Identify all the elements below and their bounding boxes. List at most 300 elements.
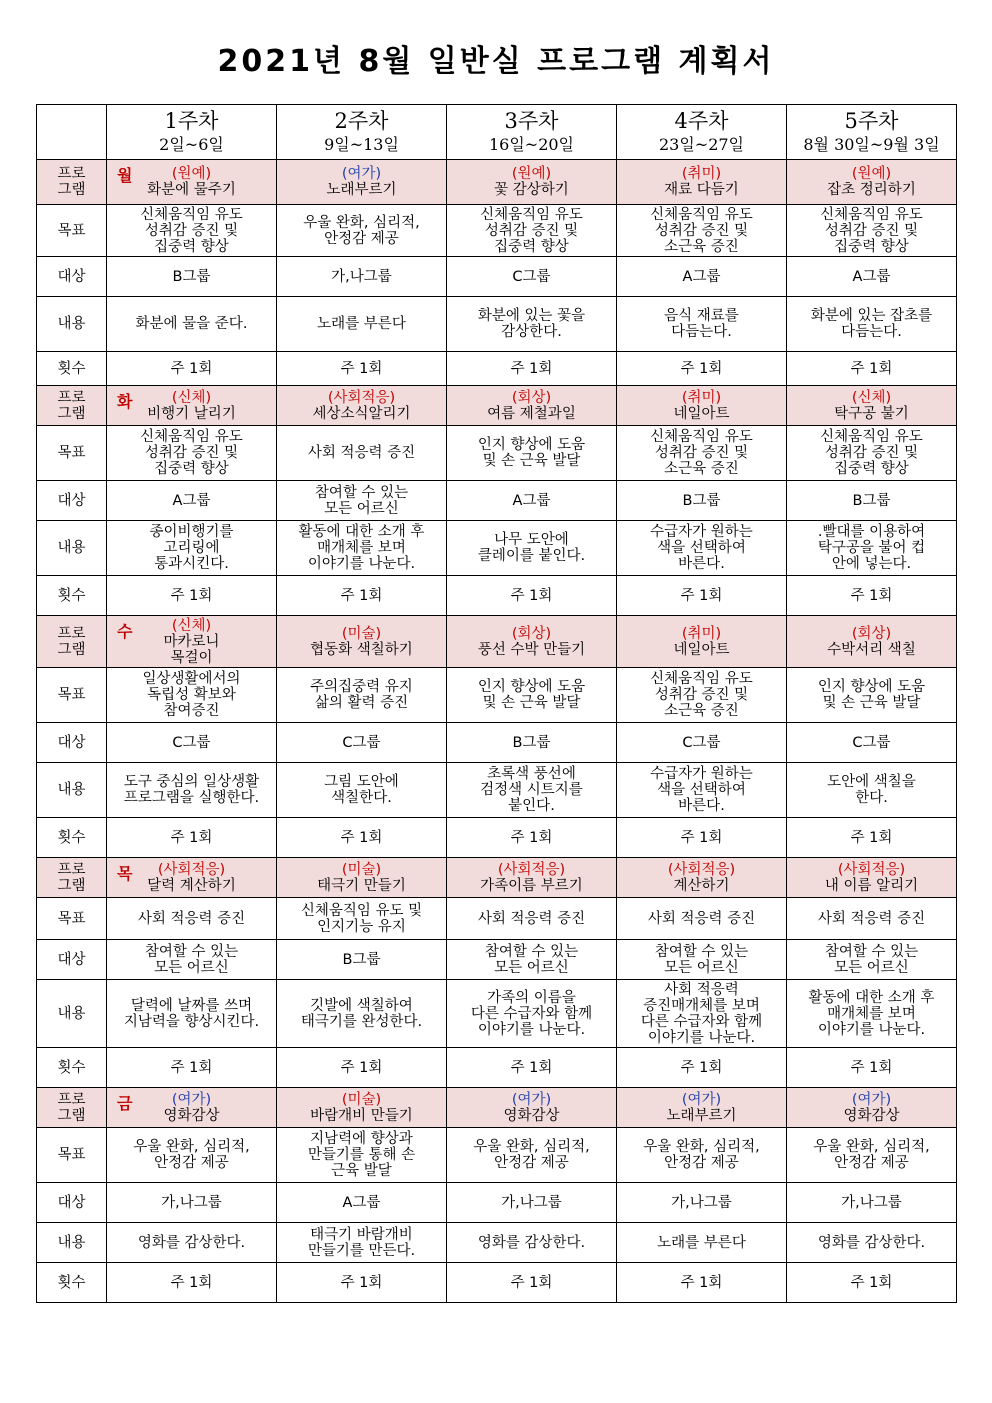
goal-text: 사회 적응력 증진 xyxy=(477,910,586,927)
target-text: B그룹 xyxy=(512,734,551,751)
count-cell xyxy=(107,576,277,616)
target-row xyxy=(37,481,957,521)
week-label: 2주차 xyxy=(334,109,389,133)
count-cell xyxy=(277,1048,447,1088)
weekday-label: 월 xyxy=(117,166,133,185)
goal-cell xyxy=(787,668,957,723)
content-cell xyxy=(107,521,277,576)
count-cell xyxy=(107,352,277,386)
goal-text: 신체움직임 유도 성취감 증진 및 집중력 향상 xyxy=(480,206,583,255)
content-text: 태극기 바람개비 만들기를 만든다. xyxy=(307,1226,416,1259)
program-plan-table xyxy=(36,104,957,1303)
count-text: 주 1회 xyxy=(170,587,213,604)
count-label: 횟수 xyxy=(37,1048,107,1088)
program-cell xyxy=(277,616,447,668)
program-category: (신체) xyxy=(851,389,892,406)
content-text: 음식 재료를 다듬는다. xyxy=(664,308,739,340)
weekday-label: 수 xyxy=(117,622,133,641)
goal-text: 우울 완화, 심리적, 안정감 제공 xyxy=(643,1139,760,1171)
count-text: 주 1회 xyxy=(170,360,213,377)
count-cell xyxy=(447,818,617,858)
program-name: 영화감상 xyxy=(843,1107,900,1124)
content-text: 화분에 물을 준다. xyxy=(135,316,248,332)
count-cell xyxy=(787,352,957,386)
program-label: 프로 그램 xyxy=(37,1088,107,1128)
content-cell xyxy=(107,763,277,818)
target-cell xyxy=(787,257,957,297)
program-category: (원예) xyxy=(851,166,892,182)
program-category: (취미) xyxy=(681,625,722,642)
page-title: 2021년 8월 일반실 프로그램 계획서 xyxy=(217,44,775,79)
content-text: 종이비행기를 고리링에 통과시킨다. xyxy=(149,524,234,572)
content-text: 수급자가 원하는 색을 선택하여 바른다. xyxy=(650,524,753,572)
target-cell xyxy=(107,1183,277,1223)
program-name: 재료 다듬기 xyxy=(664,182,739,198)
target-cell xyxy=(447,481,617,521)
content-cell xyxy=(787,980,957,1048)
goal-cell xyxy=(277,426,447,481)
goal-text: 일상생활에서의 독립성 확보와 참여증진 xyxy=(142,671,241,719)
week-dates: 16일~20일 xyxy=(488,135,575,154)
content-text: 깃발에 색칠하여 태극기를 완성한다. xyxy=(300,997,423,1030)
goal-cell xyxy=(617,205,787,257)
week-header-5 xyxy=(787,105,957,160)
program-name: 바람개비 만들기 xyxy=(310,1107,413,1124)
target-cell xyxy=(107,723,277,763)
program-name: 노래부르기 xyxy=(326,182,397,198)
target-cell xyxy=(107,257,277,297)
goal-row xyxy=(37,668,957,723)
target-label: 대상 xyxy=(37,1183,107,1223)
count-cell xyxy=(787,818,957,858)
week-header-3 xyxy=(447,105,617,160)
goal-cell xyxy=(447,668,617,723)
program-cell xyxy=(277,160,447,205)
program-category: (여가) xyxy=(851,1091,892,1108)
content-label: 내용 xyxy=(37,980,107,1048)
goal-label: 목표 xyxy=(37,668,107,723)
count-label: 횟수 xyxy=(37,576,107,616)
target-cell xyxy=(277,1183,447,1223)
count-text: 주 1회 xyxy=(850,360,893,377)
target-text: C그룹 xyxy=(512,268,551,285)
target-text: B그룹 xyxy=(172,268,211,285)
program-name: 태극기 만들기 xyxy=(317,877,406,894)
program-name: 계산하기 xyxy=(673,877,730,894)
program-name: 가족이름 부르기 xyxy=(480,877,583,894)
goal-label: 목표 xyxy=(37,898,107,940)
program-category: (원예) xyxy=(171,166,212,182)
program-name: 세상소식알리기 xyxy=(312,405,411,422)
program-label: 프로 그램 xyxy=(37,616,107,668)
goal-text: 인지 향상에 도움 및 손 근육 발달 xyxy=(817,679,926,711)
goal-text: 신체움직임 유도 성취감 증진 및 소근육 증진 xyxy=(650,429,753,477)
target-cell xyxy=(787,723,957,763)
target-cell xyxy=(277,257,447,297)
goal-label: 목표 xyxy=(37,426,107,481)
content-text: 노래를 부른다 xyxy=(317,316,406,332)
target-text: A그룹 xyxy=(172,492,211,509)
target-text: A그룹 xyxy=(682,268,721,285)
count-text: 주 1회 xyxy=(510,1059,553,1076)
content-text: 활동에 대한 소개 후 매개체를 보며 이야기를 나눈다. xyxy=(808,989,935,1038)
goal-cell xyxy=(107,426,277,481)
program-category: (여가) xyxy=(511,1091,552,1108)
program-cell xyxy=(787,1088,957,1128)
content-cell xyxy=(277,297,447,352)
content-text: 수급자가 원하는 색을 선택하여 바른다. xyxy=(650,766,753,814)
program-category: (미술) xyxy=(341,1091,382,1108)
content-cell xyxy=(447,1223,617,1263)
content-label: 내용 xyxy=(37,1223,107,1263)
target-text: A그룹 xyxy=(512,492,551,509)
goal-text: 신체움직임 유도 및 인지기능 유지 xyxy=(300,902,423,935)
weekday-label: 화 xyxy=(117,392,133,411)
program-cell xyxy=(447,616,617,668)
goal-text: 주의집중력 유지 삶의 활력 증진 xyxy=(310,679,413,711)
program-category: (여가) xyxy=(681,1091,722,1108)
count-text: 주 1회 xyxy=(850,1274,893,1291)
target-cell xyxy=(447,723,617,763)
content-text: 도구 중심의 일상생활 프로그램을 실행한다. xyxy=(123,774,260,806)
target-text: B그룹 xyxy=(852,492,891,509)
program-name: 비행기 날리기 xyxy=(147,405,236,422)
target-row xyxy=(37,257,957,297)
program-name: 영화감상 xyxy=(503,1107,560,1124)
target-cell xyxy=(787,940,957,980)
content-text: 가족의 이름을 다른 수급자와 함께 이야기를 나눈다. xyxy=(470,989,593,1038)
target-cell xyxy=(277,940,447,980)
count-cell xyxy=(107,818,277,858)
goal-cell xyxy=(107,668,277,723)
goal-text: 사회 적응력 증진 xyxy=(647,910,756,927)
count-cell xyxy=(617,818,787,858)
weekday-label: 금 xyxy=(117,1094,133,1113)
program-category: (미술) xyxy=(341,861,382,878)
program-category: (사회적응) xyxy=(327,389,396,406)
goal-cell xyxy=(107,205,277,257)
program-category: (신체) xyxy=(171,389,212,406)
content-cell xyxy=(617,297,787,352)
count-label: 횟수 xyxy=(37,818,107,858)
count-cell xyxy=(107,1048,277,1088)
program-category: (여가) xyxy=(341,166,382,182)
program-category: (회상) xyxy=(851,625,892,642)
program-label: 프로 그램 xyxy=(37,386,107,426)
program-cell xyxy=(787,160,957,205)
count-text: 주 1회 xyxy=(340,1274,383,1291)
program-name: 달력 계산하기 xyxy=(147,877,236,894)
content-row xyxy=(37,1223,957,1263)
count-cell xyxy=(617,1263,787,1303)
week-dates: 2일~6일 xyxy=(159,135,224,154)
content-label: 내용 xyxy=(37,763,107,818)
target-cell xyxy=(447,940,617,980)
target-cell xyxy=(277,481,447,521)
goal-cell xyxy=(277,1128,447,1183)
count-text: 주 1회 xyxy=(170,1274,213,1291)
target-cell xyxy=(617,1183,787,1223)
program-name: 협동화 색칠하기 xyxy=(310,641,413,658)
week-header-2 xyxy=(277,105,447,160)
program-cell xyxy=(107,386,277,426)
goal-row xyxy=(37,426,957,481)
target-label: 대상 xyxy=(37,940,107,980)
program-name: 노래부르기 xyxy=(666,1107,737,1124)
goal-row xyxy=(37,1128,957,1183)
goal-label: 목표 xyxy=(37,1128,107,1183)
content-text: 영화를 감상한다. xyxy=(137,1234,246,1251)
target-cell xyxy=(787,1183,957,1223)
target-text: 가,나그룹 xyxy=(841,1194,902,1211)
program-name: 수박서리 색칠 xyxy=(827,641,916,658)
goal-text: 신체움직임 유도 성취감 증진 및 집중력 향상 xyxy=(820,206,923,255)
goal-cell xyxy=(277,668,447,723)
goal-text: 신체움직임 유도 성취감 증진 및 소근육 증진 xyxy=(650,671,753,719)
content-cell xyxy=(107,980,277,1048)
week-label: 5주차 xyxy=(844,109,899,133)
content-cell xyxy=(617,521,787,576)
count-label: 횟수 xyxy=(37,352,107,386)
goal-cell xyxy=(617,898,787,940)
program-cell xyxy=(277,1088,447,1128)
goal-cell xyxy=(107,898,277,940)
content-label: 내용 xyxy=(37,297,107,352)
count-text: 주 1회 xyxy=(170,829,213,846)
count-row xyxy=(37,352,957,386)
program-category: (신체) xyxy=(171,617,212,634)
goal-label: 목표 xyxy=(37,205,107,257)
program-category: (회상) xyxy=(511,625,552,642)
goal-text: 신체움직임 유도 성취감 증진 및 소근육 증진 xyxy=(650,206,753,255)
program-name: 꽃 감상하기 xyxy=(494,182,569,198)
count-cell xyxy=(447,352,617,386)
count-cell xyxy=(447,1048,617,1088)
target-text: 참여할 수 있는 모든 어르신 xyxy=(484,943,579,976)
goal-row xyxy=(37,205,957,257)
goal-text: 우울 완화, 심리적, 안정감 제공 xyxy=(473,1139,590,1171)
program-cell xyxy=(277,858,447,898)
count-cell xyxy=(617,1048,787,1088)
program-name: 네일아트 xyxy=(673,405,730,422)
program-row xyxy=(37,386,957,426)
count-cell xyxy=(107,1263,277,1303)
program-cell xyxy=(447,858,617,898)
content-cell xyxy=(107,297,277,352)
goal-text: 사회 적응력 증진 xyxy=(817,910,926,927)
goal-text: 지남력에 향상과 만들기를 통해 손 근육 발달 xyxy=(307,1131,416,1179)
content-cell xyxy=(617,763,787,818)
week-header-1 xyxy=(107,105,277,160)
target-text: C그룹 xyxy=(172,734,211,751)
program-cell xyxy=(787,386,957,426)
program-category: (사회적응) xyxy=(837,861,906,878)
count-cell xyxy=(787,576,957,616)
program-category: (사회적응) xyxy=(497,861,566,878)
target-text: 가,나그룹 xyxy=(501,1194,562,1211)
count-cell xyxy=(787,1048,957,1088)
program-cell xyxy=(617,160,787,205)
content-text: 나무 도안에 클레이를 붙인다. xyxy=(477,532,586,564)
content-cell xyxy=(617,1223,787,1263)
count-cell xyxy=(447,576,617,616)
weekday-label: 목 xyxy=(117,864,133,883)
content-text: 달력에 날짜를 쓰며 지남력을 향상시킨다. xyxy=(123,997,260,1030)
week-label: 1주차 xyxy=(164,109,219,133)
count-cell xyxy=(617,576,787,616)
target-label: 대상 xyxy=(37,723,107,763)
goal-text: 사회 적응력 증진 xyxy=(307,445,416,461)
program-cell xyxy=(617,1088,787,1128)
content-text: 초록색 풍선에 검정색 시트지를 붙인다. xyxy=(480,766,583,814)
count-text: 주 1회 xyxy=(510,360,553,377)
program-category: (사회적응) xyxy=(157,861,226,878)
target-cell xyxy=(107,481,277,521)
count-row xyxy=(37,818,957,858)
program-cell xyxy=(447,386,617,426)
program-name: 네일아트 xyxy=(673,641,730,658)
goal-cell xyxy=(107,1128,277,1183)
program-cell xyxy=(617,386,787,426)
target-label: 대상 xyxy=(37,481,107,521)
program-category: (회상) xyxy=(511,389,552,406)
week-dates: 9일~13일 xyxy=(324,135,399,154)
count-text: 주 1회 xyxy=(340,1059,383,1076)
content-text: 도안에 색칠을 한다. xyxy=(827,774,916,806)
goal-cell xyxy=(617,426,787,481)
program-row xyxy=(37,616,957,668)
goal-text: 신체움직임 유도 성취감 증진 및 집중력 향상 xyxy=(140,429,243,477)
goal-cell xyxy=(787,426,957,481)
target-cell xyxy=(617,257,787,297)
program-name: 잡초 정리하기 xyxy=(827,182,916,198)
count-label: 횟수 xyxy=(37,1263,107,1303)
content-cell xyxy=(277,1223,447,1263)
content-text: 화분에 있는 잡초를 다듬는다. xyxy=(810,308,933,340)
program-cell xyxy=(447,160,617,205)
target-cell xyxy=(617,481,787,521)
program-label: 프로 그램 xyxy=(37,858,107,898)
target-text: 가,나그룹 xyxy=(331,268,392,285)
program-name: 마카로니 목걸이 xyxy=(163,633,220,666)
content-row xyxy=(37,297,957,352)
content-row xyxy=(37,763,957,818)
content-cell xyxy=(787,297,957,352)
count-cell xyxy=(787,1263,957,1303)
count-text: 주 1회 xyxy=(850,587,893,604)
content-text: 노래를 부른다 xyxy=(657,1234,746,1251)
content-cell xyxy=(787,1223,957,1263)
count-cell xyxy=(277,576,447,616)
program-cell xyxy=(107,616,277,668)
count-cell xyxy=(277,352,447,386)
goal-cell xyxy=(787,898,957,940)
program-name: 화분에 물주기 xyxy=(147,182,236,198)
goal-cell xyxy=(277,898,447,940)
count-text: 주 1회 xyxy=(850,1059,893,1076)
goal-text: 우울 완화, 심리적, 안정감 제공 xyxy=(133,1139,250,1171)
target-cell xyxy=(617,723,787,763)
content-cell xyxy=(447,521,617,576)
goal-text: 인지 향상에 도움 및 손 근육 발달 xyxy=(477,679,586,711)
program-cell xyxy=(617,616,787,668)
goal-text: 우울 완화, 심리적, 안정감 제공 xyxy=(813,1139,930,1171)
content-cell xyxy=(617,980,787,1048)
content-cell xyxy=(447,980,617,1048)
program-cell xyxy=(277,386,447,426)
program-category: (사회적응) xyxy=(667,861,736,878)
target-text: C그룹 xyxy=(342,734,381,751)
goal-row xyxy=(37,898,957,940)
count-text: 주 1회 xyxy=(850,829,893,846)
count-row xyxy=(37,1048,957,1088)
target-text: A그룹 xyxy=(342,1194,381,1211)
target-text: 참여할 수 있는 모든 어르신 xyxy=(654,943,749,976)
count-row xyxy=(37,576,957,616)
count-text: 주 1회 xyxy=(340,587,383,604)
goal-text: 사회 적응력 증진 xyxy=(137,910,246,927)
count-text: 주 1회 xyxy=(510,829,553,846)
count-text: 주 1회 xyxy=(510,587,553,604)
content-cell xyxy=(447,763,617,818)
program-cell xyxy=(787,616,957,668)
week-header-4 xyxy=(617,105,787,160)
header-corner-cell xyxy=(37,105,107,160)
goal-cell xyxy=(447,898,617,940)
program-category: (미술) xyxy=(341,625,382,642)
program-cell xyxy=(107,160,277,205)
program-category: (취미) xyxy=(681,166,722,182)
count-cell xyxy=(617,352,787,386)
count-text: 주 1회 xyxy=(510,1274,553,1291)
program-name: 영화감상 xyxy=(163,1107,220,1124)
week-label: 3주차 xyxy=(504,109,559,133)
target-cell xyxy=(447,1183,617,1223)
goal-cell xyxy=(447,426,617,481)
content-row xyxy=(37,521,957,576)
program-category: (원예) xyxy=(511,166,552,182)
count-text: 주 1회 xyxy=(340,829,383,846)
program-name: 여름 제철과일 xyxy=(487,405,576,422)
count-text: 주 1회 xyxy=(170,1059,213,1076)
content-text: 화분에 있는 꽃을 감상한다. xyxy=(477,308,586,340)
goal-cell xyxy=(787,1128,957,1183)
goal-text: 신체움직임 유도 성취감 증진 및 집중력 향상 xyxy=(140,206,243,255)
target-row xyxy=(37,940,957,980)
count-cell xyxy=(277,818,447,858)
week-label: 4주차 xyxy=(674,109,729,133)
content-cell xyxy=(787,521,957,576)
program-name: 풍선 수박 만들기 xyxy=(477,641,586,658)
target-cell xyxy=(617,940,787,980)
program-cell xyxy=(447,1088,617,1128)
header-row xyxy=(37,105,957,160)
content-text: 영화를 감상한다. xyxy=(817,1234,926,1251)
count-text: 주 1회 xyxy=(680,829,723,846)
goal-text: 인지 향상에 도움 및 손 근육 발달 xyxy=(477,437,586,469)
content-cell xyxy=(277,521,447,576)
target-text: C그룹 xyxy=(852,734,891,751)
content-text: .빨대를 이용하여 탁구공을 불어 컵 안에 넣는다. xyxy=(817,524,926,572)
target-text: 참여할 수 있는 모든 어르신 xyxy=(824,943,919,976)
goal-cell xyxy=(617,668,787,723)
target-text: 가,나그룹 xyxy=(671,1194,732,1211)
program-name: 탁구공 불기 xyxy=(834,405,909,422)
content-text: 활동에 대한 소개 후 매개체를 보며 이야기를 나눈다. xyxy=(298,524,425,572)
target-cell xyxy=(277,723,447,763)
count-cell xyxy=(447,1263,617,1303)
target-text: B그룹 xyxy=(682,492,721,509)
